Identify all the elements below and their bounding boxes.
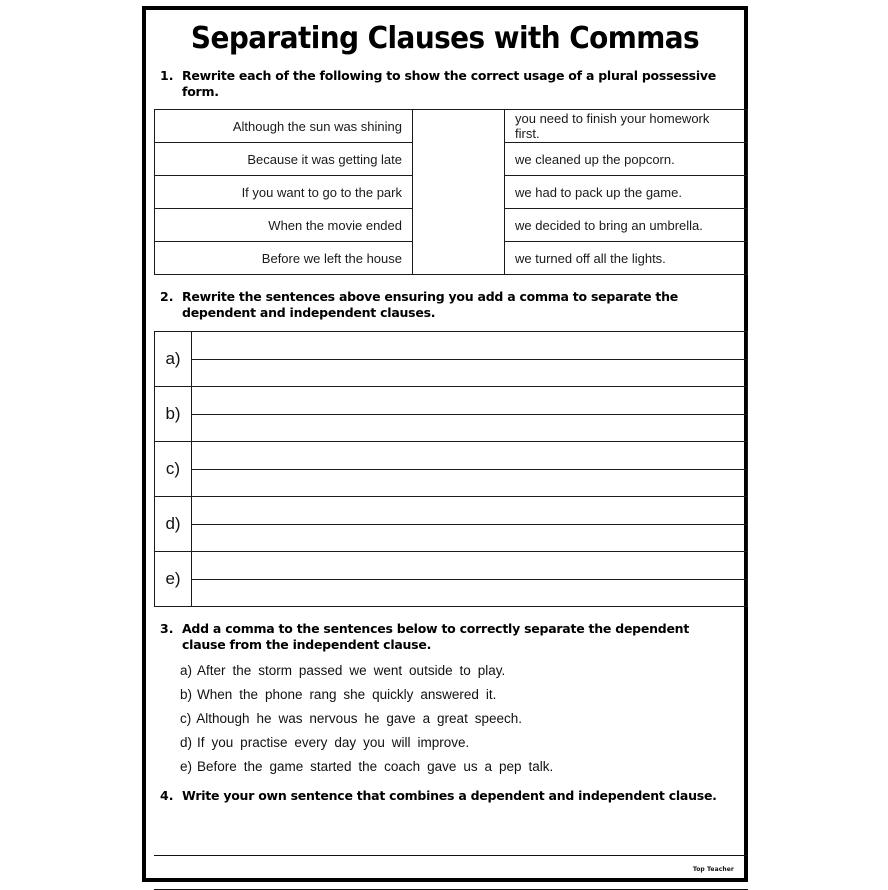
answer-write-area-d[interactable] — [192, 497, 747, 551]
table-row — [155, 242, 748, 275]
dependent-clause-cell: Although the sun was shining — [155, 110, 413, 143]
match-gap-cell[interactable] — [413, 209, 505, 242]
list-item[interactable] — [180, 759, 738, 774]
question-3-number: 3. — [160, 621, 174, 636]
question-2-number: 2. — [160, 289, 174, 304]
match-gap-cell[interactable] — [413, 110, 505, 143]
sentence-letter-d: d) — [180, 735, 193, 750]
dependent-clause-cell: When the movie ended — [155, 209, 413, 242]
match-gap-cell[interactable] — [413, 242, 505, 275]
dependent-clause-cell: Because it was getting late — [155, 143, 413, 176]
independent-clause-cell: we had to pack up the game. — [505, 176, 748, 209]
brand-logo: Top Teacher — [692, 866, 734, 873]
answer-letter-e: e) — [155, 552, 192, 606]
clause-matching-table — [154, 109, 748, 275]
answer-row-b — [155, 387, 747, 442]
table-row — [155, 176, 748, 209]
list-item[interactable] — [180, 735, 738, 750]
question-4-block — [152, 788, 738, 804]
question-1-prompt: Rewrite each of the following to show the correct usage of a plural possessive form. — [182, 68, 717, 99]
question-1-number: 1. — [160, 68, 174, 83]
answer-row-a — [155, 332, 747, 387]
answer-row-e — [155, 552, 747, 607]
answer-write-area-b[interactable] — [192, 387, 747, 441]
sentence-text-a: After the storm passed we went outside to play. — [197, 663, 506, 678]
sentence-text-e: Before the game started the coach gave us a pep talk. — [197, 759, 554, 774]
sentence-text-d: If you practise every day you will improve. — [197, 735, 470, 750]
match-gap-cell[interactable] — [413, 143, 505, 176]
answer-write-area-a[interactable] — [192, 332, 747, 386]
list-item[interactable] — [180, 711, 738, 726]
table-row — [155, 209, 748, 242]
question-4-prompt: Write your own sentence that combines a dependent and independent clause. — [182, 788, 717, 803]
answer-write-area-c[interactable] — [192, 442, 747, 496]
worksheet-page — [142, 6, 748, 882]
sentence-text-b: When the phone rang she quickly answered it. — [197, 687, 497, 702]
sentence-letter-c: c) — [180, 711, 192, 726]
question-2-block — [152, 289, 738, 321]
answer-letter-a: a) — [155, 332, 192, 386]
answer-row-d — [155, 497, 747, 552]
sentence-text-c: Although he was nervous he gave a great speech. — [196, 711, 523, 726]
write-line-2[interactable] — [154, 856, 748, 890]
free-write-lines — [154, 822, 748, 890]
dependent-clause-cell: Before we left the house — [155, 242, 413, 275]
dependent-clause-cell: If you want to go to the park — [155, 176, 413, 209]
table-row — [155, 143, 748, 176]
answer-write-area-e[interactable] — [192, 552, 747, 606]
question-1-block — [152, 68, 738, 100]
independent-clause-cell: we turned off all the lights. — [505, 242, 748, 275]
write-line-1[interactable] — [154, 822, 748, 856]
match-gap-cell[interactable] — [413, 176, 505, 209]
page-title: Separating Clauses with Commas — [190, 21, 700, 56]
question-2-prompt: Rewrite the sentences above ensuring you add a comma to separate the dependent and independent clauses. — [182, 289, 679, 320]
page-content — [146, 10, 744, 878]
answer-letter-d: d) — [155, 497, 192, 551]
question-3-block — [152, 621, 738, 653]
table-row — [155, 110, 748, 143]
sentence-letter-e: e) — [180, 759, 193, 774]
list-item[interactable] — [180, 663, 738, 678]
question-3-prompt: Add a comma to the sentences below to correctly separate the dependent clause from the independent clause. — [182, 621, 690, 652]
answer-row-c — [155, 442, 747, 497]
answer-letter-c: c) — [155, 442, 192, 496]
list-item[interactable] — [180, 687, 738, 702]
answer-grid — [154, 331, 748, 607]
question-4-number: 4. — [160, 788, 174, 803]
independent-clause-cell: you need to finish your homework first. — [505, 110, 748, 143]
sentence-list — [152, 663, 738, 774]
independent-clause-cell: we decided to bring an umbrella. — [505, 209, 748, 242]
sentence-letter-a: a) — [180, 663, 193, 678]
sentence-letter-b: b) — [180, 687, 193, 702]
answer-letter-b: b) — [155, 387, 192, 441]
independent-clause-cell: we cleaned up the popcorn. — [505, 143, 748, 176]
